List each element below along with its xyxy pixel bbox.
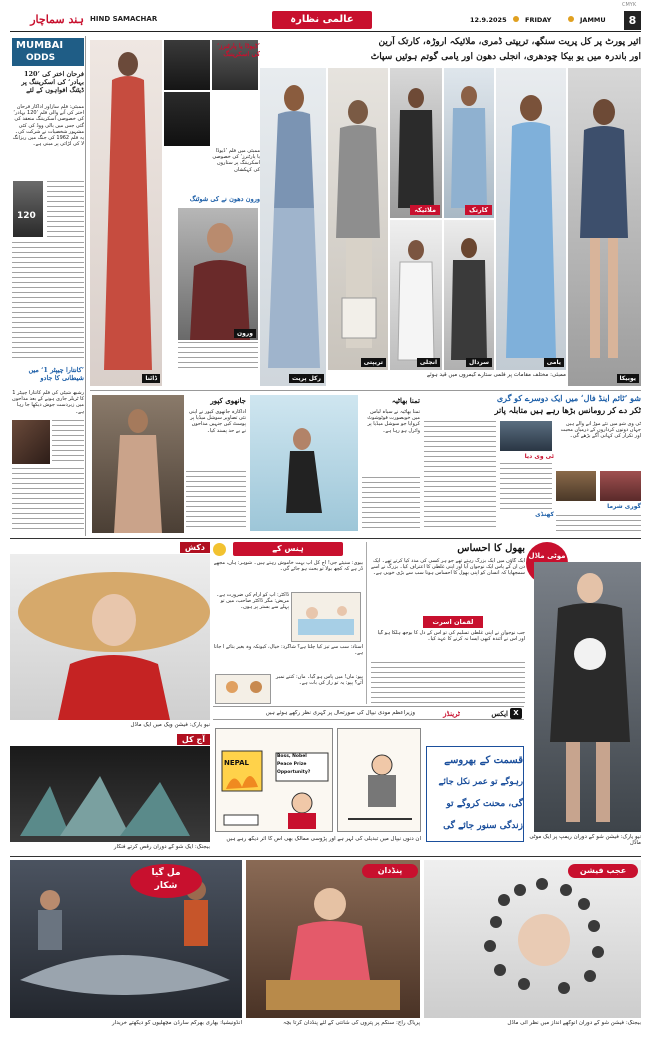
kantara-lines <box>52 420 84 464</box>
story-body-2: جب نوجوان نے اپنی غلطی تسلیم کی تو اس کے دل کا بوجھ ہلکا ہو گیا اور اس نے آئندہ کبھی ایسا نہ کرنے کا عہد کیا۔ <box>377 630 525 643</box>
page-number: 8 <box>624 11 641 30</box>
rakul-photo <box>260 68 326 386</box>
trending-bar <box>213 706 524 720</box>
story-subtitle: لقمان اسرت <box>423 616 483 628</box>
model-photo <box>534 562 641 832</box>
brand-english: HIND SAMACHAR <box>90 15 158 23</box>
show-sub-3: گوری شرما <box>607 503 641 510</box>
mumbai-body: ممبئی: فلم سازاور اداکار فرحان اختر کی آنے والی فلم ’120 بہادر‘ کی خصوصی اسکریننگ منعقد کی گئی جس میں بالی ووڈ کی کئی مشہور شخصیات نے شرکت کی۔ یہ فلم 1962 کی جنگ میں ریزانگ لا کی لڑائی پر مبنی ہے۔ <box>12 104 84 148</box>
diana-name: ڈائنا <box>142 374 160 383</box>
kartik-photo <box>444 68 494 218</box>
dance-photo <box>10 746 210 842</box>
bottom-divider <box>10 856 641 857</box>
issue-city: JAMMU <box>580 16 606 24</box>
jokes-section <box>213 542 363 704</box>
show-lines-3 <box>556 515 641 533</box>
tamannaah-body: تمنا بھاٹیہ نے سیاہ لباس میں خوبصورت فوٹوشوٹ کروایا جو سوشل میڈیا پر وائرل ہو رہا ہے۔ <box>367 409 420 434</box>
section-title: عالمی نظارہ <box>272 11 372 29</box>
janhvi-lines <box>186 471 246 531</box>
malaika-name: ملائیکہ <box>410 205 440 215</box>
quote-line-3: گی، محنت کروگے تو <box>446 799 523 809</box>
fashion-section <box>424 860 641 1032</box>
trending-title: ایکس <box>491 709 508 718</box>
daksh-title: دکش <box>180 542 210 553</box>
screening-photo-1 <box>164 40 210 90</box>
janhvi-body: اداکارہ جانھوی کپور نے اپنی نئی تصاویر سوشل میڈیا پر پوسٹ کیں جنہیں مداحوں نے بے حد پسند کیا۔ <box>188 409 246 434</box>
screening-caption-small: ممبئی میں فلم ’ڈیوڈا یا پارٹنرز‘ کی خصوصی اسکریننگ پر ستاروں کی کہکشاں <box>212 148 260 173</box>
triptii-photo <box>328 68 388 370</box>
date-dot <box>513 16 519 22</box>
pandit-section <box>246 860 420 1032</box>
show-headline-1: شو ’ٹائم اینڈ فال‘ میں ایک دوسرے کو گری <box>496 393 641 403</box>
jokes-title: ہنس کے <box>233 542 343 556</box>
poster-120-image <box>13 181 43 237</box>
show-photo-2 <box>556 471 596 501</box>
yami-photo <box>496 68 566 370</box>
story-lines <box>371 662 525 704</box>
yuvika-name: یوبیکا <box>617 374 639 383</box>
pandit-caption: پریاگ راج: سنگم پر پتروں کی شانتی کے لئے پنڈدان کرتا بچہ <box>283 1020 420 1026</box>
sardal-name: سردال <box>466 358 492 367</box>
show-photo-1 <box>500 421 552 451</box>
show-lines-2 <box>500 463 552 509</box>
section-divider <box>10 538 641 539</box>
mumbai-odds-column <box>10 36 86 536</box>
fish-photo <box>10 860 242 1018</box>
daksh-caption: نیو یارک: فیشن ویک میں ایک ماڈل <box>130 722 210 728</box>
show-sub-1: ٹی وی دیا <box>524 453 554 460</box>
quote-line-1: قسمت کے بھروسے <box>444 755 523 766</box>
issue-day: FRIDAY <box>525 16 552 24</box>
anjali-photo <box>390 220 442 370</box>
trending-tagline: وزیراعظم مودی نیپال کی صورتحال پر گہری نظر رکھے ہوئے ہیں <box>265 710 415 716</box>
janhvi-title: جانھوی کپور <box>210 396 246 405</box>
janhvi-photo <box>92 395 184 533</box>
pandit-title: پنڈدان <box>362 864 418 878</box>
varun-shooting-label: ورون دھون نے کی شوٹنگ <box>189 195 260 203</box>
fish-title: مل گیا <box>151 868 181 878</box>
masthead <box>10 10 641 32</box>
screening-photo-3 <box>164 92 210 146</box>
nepal-label: NEPAL <box>224 759 250 767</box>
malaika-photo <box>390 68 442 218</box>
x-logo-icon: X <box>510 708 522 719</box>
trending-label: ٹرینڈز <box>443 709 460 718</box>
model-caption: نیو یارک: فیشن شو کے دوران ریمپ پر ایک موٹی ماڈل <box>529 834 641 847</box>
tamannaah-title: تمنا بھاٹیہ <box>391 396 420 405</box>
kartik-name: کارتک <box>465 205 492 215</box>
model-title: موٹی ماڈل <box>526 542 568 584</box>
kantara-headline: ’کانتارا چیپٹر 1‘ میں شیطانی کا جادو <box>28 366 84 382</box>
sign-line-1: Boss, Nobel <box>277 754 307 759</box>
rakul-name: رکل پریت <box>289 374 324 383</box>
mumbai-body-lines-3 <box>12 468 84 532</box>
brand-urdu: ہند سماچار <box>30 13 84 26</box>
joke-cartoon-2 <box>215 674 271 704</box>
kantara-body: رشبھ شیٹی کی فلم کانتارا چیپٹر 1 کا ٹریلر جاری ہونے کے بعد مداحوں میں زبردست جوش دیکھا جا رہا ہے۔ <box>12 390 84 415</box>
color-bar-label: CMYK <box>622 2 637 8</box>
joke-1: بیوی: سنیئے جی! آج کل آپ بہت خاموش رہتے ہیں۔ شوہر: ہاں، مجھے ڈر ہے کہ کچھ بولا تو بحث ہو جائے گی۔ <box>213 560 363 573</box>
poster-label: 120 <box>17 211 36 221</box>
tamannaah-photo <box>250 395 358 531</box>
second-cartoon <box>337 728 421 832</box>
issue-date: 12.9.2025 <box>470 16 507 24</box>
dance-section <box>10 734 210 854</box>
story-body: ایک گاؤں میں ایک بزرگ رہتے تھے جو ہر کسی کی مدد کیا کرتے تھے۔ ایک دن ان کے پاس ایک نوجوان آیا اور اپنی غلطی کا اعتراف کیا۔ بزرگ نے اسے سمجھایا کہ انسان کو اپنی بھول کا احساس ہونا سب سے بڑی خوبی ہے۔ <box>371 558 525 577</box>
yami-name: یامی <box>544 358 564 367</box>
fish-title-2: شکار <box>154 881 178 891</box>
sign-line-2: Peace Prize <box>277 762 307 767</box>
show-lines-1 <box>424 421 496 531</box>
fashion-caption: بیجنگ: فیشن شو کے دوران انوکھے انداز میں نظر آئی ماڈل <box>507 1020 641 1026</box>
screening-caption: ’ڈیوڈا یا پارٹنرز‘ کی اسکریننگ <box>216 42 260 58</box>
joke-4: پپو: ماں! میں پاس ہو گیا۔ ماں: کتنے نمبر آئے؟ پپو: یہ تو راز کی بات ہے۔ <box>275 674 363 687</box>
joke-3: استاد: سب سے تیز کیا چلتا ہے؟ شاگرد: خیال، کیونکہ وہ بغیر بتائے آ جاتا ہے۔ <box>213 644 363 657</box>
mumbai-body-lines-2 <box>12 242 84 362</box>
logo-line2: ODDS <box>26 53 56 63</box>
main-bottom-caption: ممبئی: مختلف مقامات پر فلمی ستارے کیمروں میں قید ہوئے <box>426 372 566 378</box>
triptii-name: تریپتی <box>361 358 386 367</box>
dance-title: آج کل <box>177 734 210 745</box>
main-headline-line1: ائیر پورٹ پر کل پریت سنگھ، تریپتی ڈمری، ملائیکہ اروڑہ، کارتک آرین <box>378 37 641 47</box>
smiley-icon <box>213 543 226 556</box>
story-section <box>366 542 524 704</box>
cartoons-section <box>213 722 423 854</box>
logo-line1: MUMBAI <box>16 40 64 51</box>
tamannaah-lines <box>362 477 420 531</box>
daksh-photo <box>10 554 210 720</box>
quote-box <box>426 746 524 842</box>
anjali-name: انجلی <box>417 358 440 367</box>
sign-line-3: Opportunity? <box>277 770 311 775</box>
yuvika-photo <box>568 68 641 386</box>
diana-photo <box>90 40 162 386</box>
nepal-cartoon <box>215 728 333 832</box>
middle-row <box>90 390 641 536</box>
mumbai-headline: فرحان اختر کی ’120 بہادر‘ کی اسکریننگ پر ڈیٹنگ افواہوں کے لئے <box>21 70 84 94</box>
mumbai-odds-logo <box>12 38 84 66</box>
main-photo-story <box>90 36 641 388</box>
show-photo-3 <box>600 471 641 501</box>
fish-caption: انڈونیشیا: بھاری بھرکم سارڈن مچھلیوں کو دیکھتے خریدار <box>112 1020 242 1026</box>
fish-section <box>10 860 242 1032</box>
fish-title-badge <box>130 864 202 898</box>
pandit-photo <box>246 860 420 1018</box>
model-section <box>526 542 641 852</box>
sardal-photo <box>444 220 494 370</box>
kantara-image <box>12 420 50 464</box>
varun-photo <box>178 208 258 340</box>
varun-caption-lines <box>178 342 258 372</box>
show-sub-2: کھنڈی <box>535 511 554 518</box>
show-body: ٹی وی شو میں نئے موڑ آنے والے ہیں جہاں دونوں کرداروں کے درمیان محبت اور تکرار کی کہانی آگے بڑھے گی۔ <box>560 421 641 440</box>
day-dot <box>568 16 574 22</box>
show-headline-2: ٹکر دے کر رومانس بڑھا رہے ہیں متابلہ پاتر <box>494 405 641 415</box>
joke-cartoon-1 <box>291 592 361 642</box>
mumbai-body-lines <box>47 181 84 237</box>
main-headline-line2: اور باندرہ میں یو بیکا چودھری، انجلی دھون اور یامی گوتم ہوئیں سپاٹ <box>370 52 641 62</box>
quote-line-2: رہوگے تو عمر نکل جائے <box>438 777 523 787</box>
quote-line-4: زندگی سنور جائے گی <box>443 821 523 831</box>
story-title: بھول کا احساس <box>457 543 525 554</box>
fashion-title: عجب فیشن <box>568 864 638 878</box>
dance-caption: بیجنگ: ایک شو کے دوران رقص کرتے فنکار <box>113 844 210 850</box>
daksh-section <box>10 542 210 732</box>
varun-name: ورون <box>234 329 256 338</box>
cartoons-caption: ان دنوں نیپال میں تبدیلی کی لہر ہے اور پڑوسی ممالک بھی اس کا اثر دیکھ رہے ہیں <box>226 836 421 842</box>
fashion-photo <box>424 860 641 1018</box>
joke-2: ڈاکٹر: آپ کو آرام کی ضرورت ہے۔ مریض: مگر ڈاکٹر صاحب، میں تو پہلے سے بستر پر ہوں۔ <box>216 592 289 611</box>
